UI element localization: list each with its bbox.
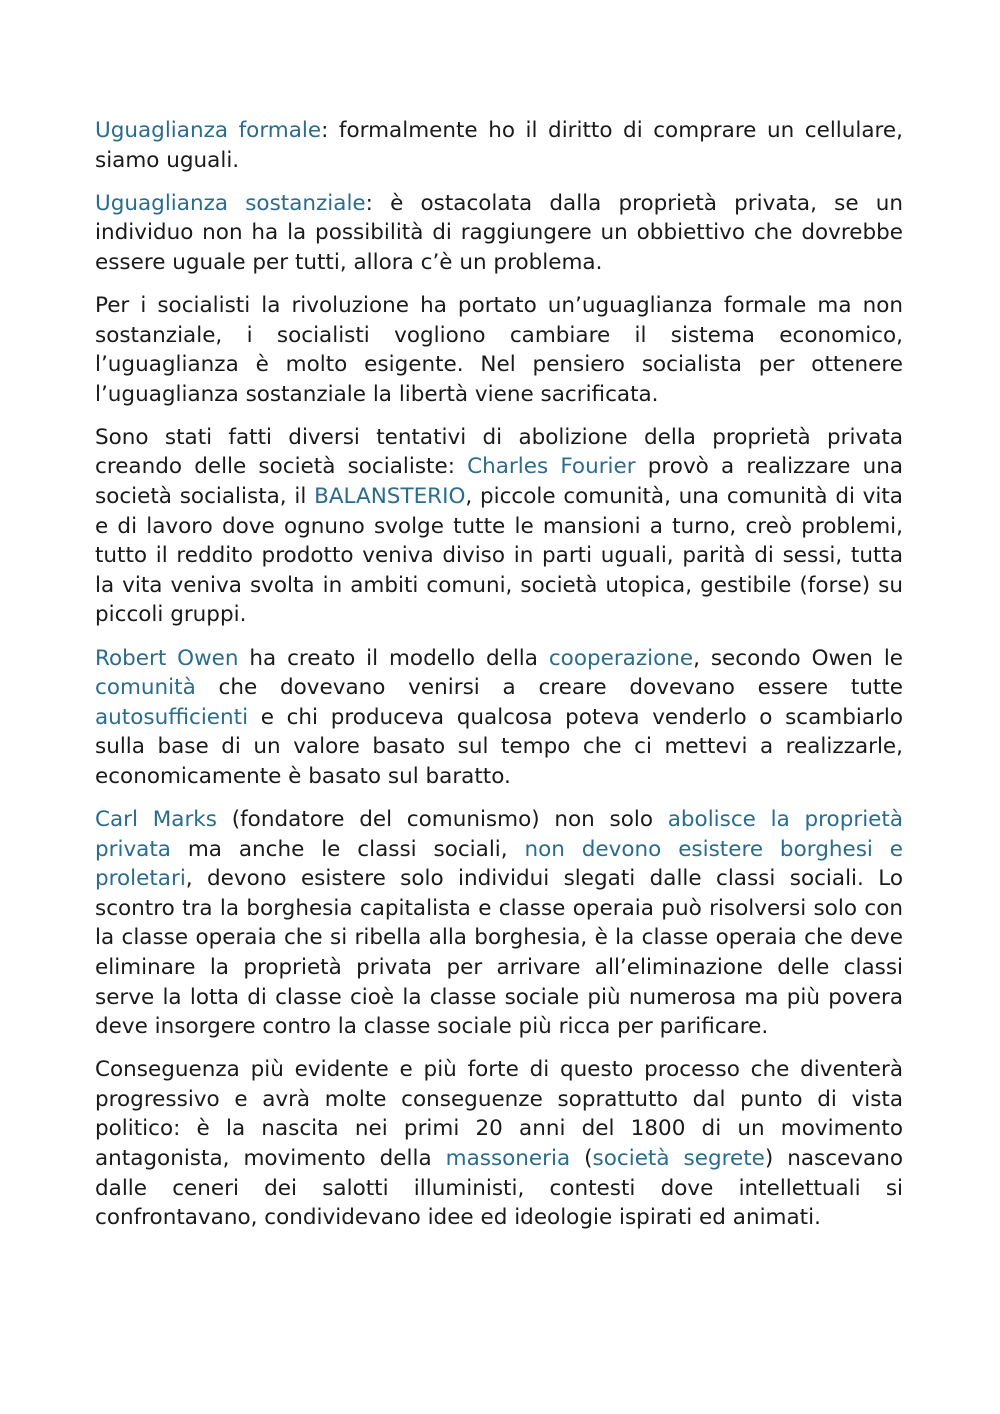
- paragraph-uguaglianza-formale: [95, 116, 903, 175]
- paragraph-text: Sono stati fatti diversi tentativi di abolizione della proprietà privata creando delle società socialiste:: [95, 424, 903, 480]
- paragraph-text: : formalmente ho il diritto di comprare un cellulare, siamo uguali.: [95, 118, 903, 173]
- paragraph-text: : è ostacolata dalla proprietà privata, se un individuo non ha la possibilità di raggiungere un obbiettivo che dovrebbe essere uguale per tutti, allora c’è un problema.: [95, 190, 903, 275]
- paragraph-text: ) nascevano dalle ceneri dei salotti illuministi, contesti dove intellettuali si confrontavano, condividevano idee ed ideologie ispirati ed animati.: [95, 1146, 903, 1231]
- term-borghesi-proletari: non devono esistere borghesi e proletari: [95, 836, 903, 892]
- paragraph-text: Conseguenza più evidente e più forte di questo processo che diventerà progressivo e avrà molte conseguenze soprattutto dal punto di vista politico: è la nascita nei primi 20 anni del 1800 di un movimento antagonista, movimento della: [95, 1057, 903, 1171]
- term-uguaglianza-sostanziale: Uguaglianza sostanziale: [95, 190, 366, 216]
- paragraph-fourier: [95, 423, 903, 630]
- paragraph-massoneria: [95, 1055, 903, 1233]
- term-societa-segrete: società segrete: [592, 1146, 765, 1171]
- term-charles-fourier: Charles Fourier: [467, 454, 636, 480]
- paragraph-marks: [95, 805, 903, 1042]
- term-massoneria: massoneria: [445, 1146, 571, 1171]
- paragraph-owen: [95, 644, 903, 792]
- document-page: [95, 116, 903, 1246]
- paragraph-text: che dovevano venirsi a creare dovevano essere tutte: [195, 675, 903, 701]
- term-autosufficienti: autosufficienti: [95, 704, 249, 730]
- term-cooperazione: cooperazione: [548, 645, 694, 671]
- paragraph-text: , devono esistere solo individui slegati dalle classi sociali. Lo scontro tra la borghesia capitalista e classe operaia può risolversi solo con la classe operaia che si ribella alla borghesia, è la classe operaia che deve eliminare la proprietà privata per arrivare all’eliminazione delle classi serve la lotta di classe cioè la classe sociale più numerosa ma più povera deve insorgere contro la classe sociale più ricca per parificare.: [95, 866, 903, 1040]
- term-carl-marks: Carl Marks: [95, 806, 217, 832]
- paragraph-socialisti: [95, 291, 903, 409]
- paragraph-text: (: [570, 1146, 593, 1171]
- paragraph-text: , secondo Owen le: [693, 645, 904, 671]
- paragraph-uguaglianza-sostanziale: [95, 189, 903, 278]
- term-balansterio: BALANSTERIO: [314, 484, 466, 510]
- paragraph-text: Per i socialisti la rivoluzione ha portato un’uguaglianza formale ma non sostanziale, i socialisti vogliono cambiare il sistema economico, l’uguaglianza è molto esigente. Nel pensiero socialista per ottenere l’uguaglianza sostanziale la libertà viene sacrificata.: [95, 292, 903, 407]
- term-comunita: comunità: [95, 675, 196, 701]
- term-robert-owen: Robert Owen: [95, 645, 239, 671]
- paragraph-text: (fondatore del comunismo) non solo: [216, 806, 668, 832]
- paragraph-text: provò a realizzare una società socialista, il: [95, 454, 903, 510]
- term-uguaglianza-formale: Uguaglianza formale: [95, 118, 322, 143]
- term-abolisce-proprieta: abolisce la proprietà privata: [95, 806, 903, 862]
- paragraph-text: , piccole comunità, una comunità di vita e di lavoro dove ognuno svolge tutte le mansioni a turno, creò problemi, tutto il reddito prodotto veniva diviso in parti uguali, parità di sessi, tutta la vita veniva svolta in ambiti comuni, società utopica, gestibile (forse) su piccoli gruppi.: [95, 484, 903, 628]
- paragraph-text: ma anche le classi sociali,: [170, 836, 525, 862]
- paragraph-text: ha creato il modello della: [238, 645, 549, 671]
- paragraph-text: e chi produceva qualcosa poteva venderlo o scambiarlo sulla base di un valore basato sul tempo che ci mettevi a realizzarle, economicamente è basato sul baratto.: [95, 704, 903, 789]
